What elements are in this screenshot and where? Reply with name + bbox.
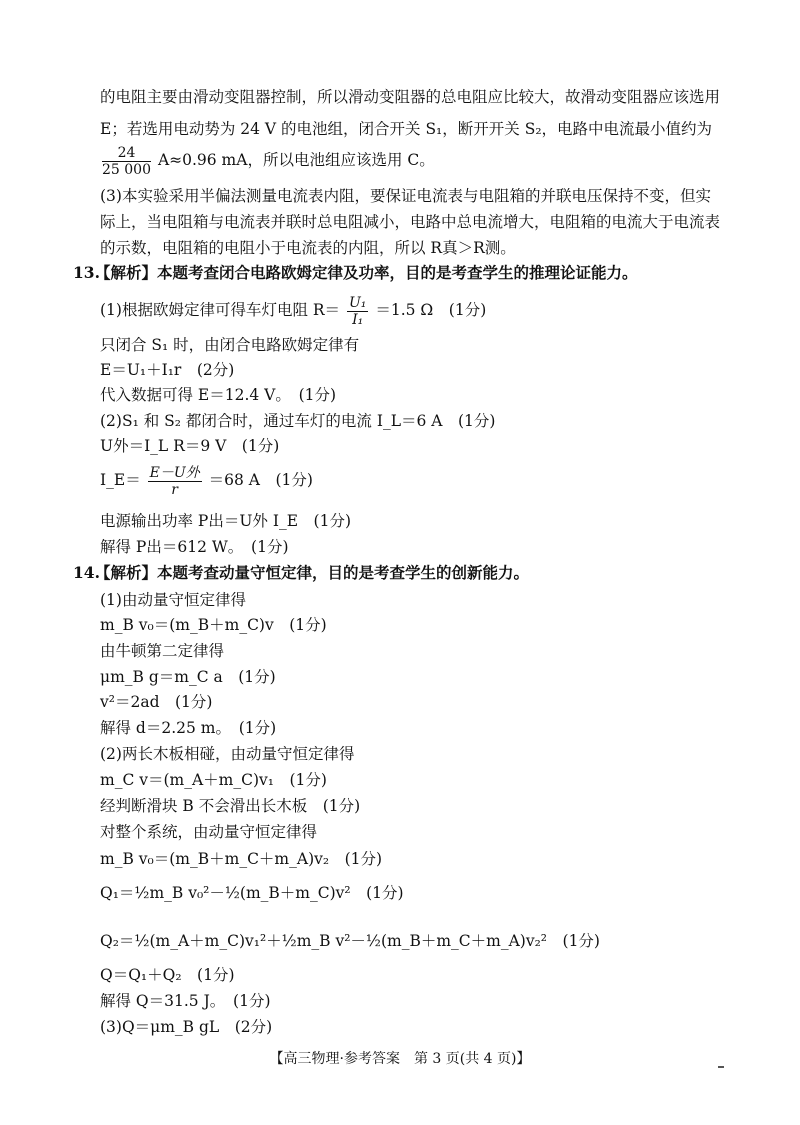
- text-line: 经判断滑块 B 不会滑出长木板 (1分): [100, 797, 361, 815]
- text-segment: I_E＝: [100, 471, 141, 489]
- text-line: 际上，当电阻箱与电流表并联时总电阻减小，电路中总电流增大，电阻箱的电流大于电流表: [100, 213, 721, 231]
- fraction: [102, 145, 151, 178]
- text-line: (2)两长木板相碰，由动量守恒定律得: [100, 745, 355, 763]
- text-line: 电源输出功率 P出＝U外 I_E (1分): [100, 512, 351, 530]
- text-line: 解得 P出＝612 W。 (1分): [100, 538, 289, 556]
- text-line: Q₁＝½m_B v₀²－½(m_B＋m_C)v² (1分): [100, 884, 404, 902]
- text-line: 代入数据可得 E＝12.4 V。 (1分): [100, 386, 337, 404]
- text-line: Q＝Q₁＋Q₂ (1分): [100, 966, 235, 984]
- text-line: (3)本实验采用半偏法测量电流表内阻，要保证电流表与电阻箱的并联电压保持不变，但实: [100, 187, 711, 205]
- question-number: 13.: [73, 263, 100, 282]
- page-footer: 【高三物理·参考答案 第 3 页(共 4 页)】: [269, 1051, 531, 1067]
- fraction-numerator: U₁: [349, 294, 367, 311]
- text-line: μm_B g＝m_C a (1分): [100, 668, 276, 686]
- text-line: m_B v₀＝(m_B＋m_C)v (1分): [100, 616, 327, 634]
- fraction-numerator: E－U外: [149, 464, 200, 481]
- text-segment: ＝1.5 Ω (1分): [375, 301, 487, 319]
- text-line: m_C v＝(m_A＋m_C)v₁ (1分): [100, 771, 327, 789]
- text-segment: ＝68 A (1分): [208, 471, 313, 489]
- text-line: [100, 142, 720, 178]
- fraction-denominator: I₁: [352, 311, 364, 328]
- question-heading: 【解析】本题考查闭合电路欧姆定律及功率，目的是考查学生的推理论证能力。: [95, 263, 638, 282]
- text-line: 解得 d＝2.25 m。 (1分): [100, 719, 277, 737]
- fraction: [347, 295, 368, 328]
- text-line: 对整个系统，由动量守恒定律得: [100, 823, 318, 841]
- text-line: 由牛顿第二定律得: [100, 642, 225, 660]
- scan-mark: [718, 1066, 724, 1068]
- text-line: E＝U₁＋I₁r (2分): [100, 361, 235, 379]
- text-segment: (1)根据欧姆定律可得车灯电阻 R＝: [100, 301, 341, 319]
- question-heading: 【解析】本题考查动量守恒定律，目的是考查学生的创新能力。: [95, 563, 530, 582]
- text-line: [100, 461, 313, 499]
- text-line: [100, 292, 486, 328]
- text-line: m_B v₀＝(m_B＋m_C＋m_A)v₂ (1分): [100, 850, 383, 868]
- text-line: Q₂＝½(m_A＋m_C)v₁²＋½m_B v²－½(m_B＋m_C＋m_A)v₂² (1分): [100, 932, 600, 950]
- text-line: (3)Q＝μm_B gL (2分): [100, 1018, 273, 1036]
- fraction-numerator: 24: [102, 145, 151, 162]
- question-number: 14.: [73, 563, 100, 582]
- text-line: 只闭合 S₁ 时，由闭合电路欧姆定律有: [100, 336, 360, 354]
- fraction: [148, 465, 202, 498]
- text-line: (2)S₁ 和 S₂ 都闭合时，通过车灯的电流 I_L＝6 A (1分): [100, 412, 496, 430]
- text-line: E；若选用电动势为 24 V 的电池组，闭合开关 S₁，断开开关 S₂，电路中电流最小值约为: [100, 120, 713, 138]
- text-line: 解得 Q＝31.5 J。 (1分): [100, 992, 271, 1010]
- text-line: 的示数，电阻箱的电阻小于电流表的内阻，所以 R真＞R测。: [100, 239, 516, 257]
- fraction-denominator: 25 000: [102, 161, 151, 178]
- text-line: v²＝2ad (1分): [100, 693, 213, 711]
- text-line: U外＝I_L R＝9 V (1分): [100, 437, 280, 455]
- text-line: 的电阻主要由滑动变阻器控制，所以滑动变阻器的总电阻应比较大，故滑动变阻器应该选用: [100, 88, 721, 106]
- text-segment: A≈0.96 mA，所以电池组应该选用 C。: [157, 151, 435, 169]
- text-line: (1)由动量守恒定律得: [100, 591, 246, 609]
- fraction-denominator: r: [171, 481, 178, 498]
